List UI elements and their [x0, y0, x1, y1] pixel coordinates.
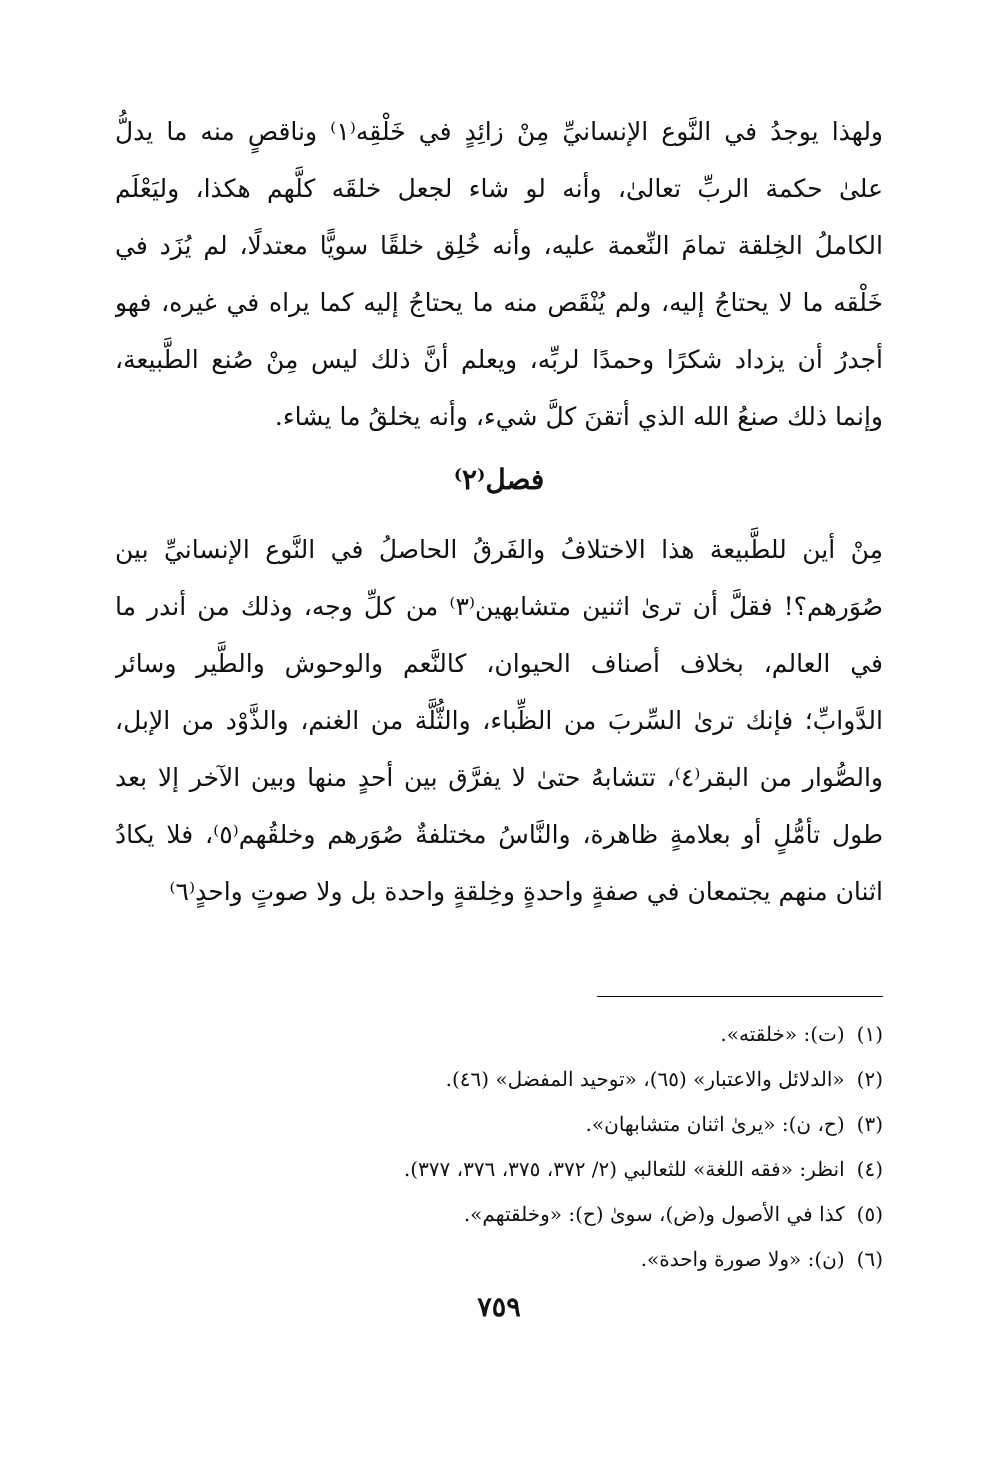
book-page — [115, 0, 883, 1459]
footnote-item — [115, 1057, 883, 1102]
text-line: الكاملُ الخِلقة تمامَ النِّعمة عليه، وأنه خُلِق خلقًا سويًّا معتدلًا، لم يُزَد في — [115, 231, 883, 260]
text-line: اثنان منهم يجتمعان في صفةٍ واحدةٍ وخِلقةٍ واحدة بل ولا صوتٍ واحدٍ⁽٦⁾ — [169, 877, 883, 906]
footnote-text: «الدلائل والاعتبار» (٦٥)، «توحيد المفضل» (٤٦). — [445, 1067, 845, 1091]
footnote-item — [115, 1237, 883, 1282]
text-line: والصُّوار من البقر⁽٤⁾، تتشابهُ حتىٰ لا يفرَّق بين أحدٍ منها وبين الآخر إلا بعد — [115, 763, 883, 792]
section-heading: فصل⁽٢⁾ — [453, 463, 545, 496]
footnote-number: (١) — [856, 1022, 883, 1046]
text-line: علىٰ حكمة الربِّ تعالىٰ، وأنه لو شاء لجعل خلقَه كلَّهم هكذا، وليَعْلَم — [115, 174, 883, 203]
footnote-item — [115, 1012, 883, 1057]
footnote-text: انظر: «فقه اللغة» للثعالبي (٢/ ٣٧٢، ٣٧٥، ٣٧٦، ٣٧٧). — [403, 1157, 845, 1181]
footnote-divider — [597, 996, 883, 997]
footnote-item — [115, 1192, 883, 1237]
text-line: في العالم، بخلاف أصناف الحيوان، كالنَّعم والوحوش والطَّير وسائر — [115, 649, 883, 678]
text-line: صُوَرهم؟! فقلَّ أن ترىٰ اثنين متشابهين⁽٣⁾ من كلِّ وجه، وذلك من أندر ما — [115, 592, 883, 621]
text-line: وإنما ذلك صنعُ الله الذي أتقنَ كلَّ شيء، وأنه يخلقُ ما يشاء. — [274, 402, 883, 431]
footnote-item — [115, 1147, 883, 1192]
text-line: خَلْقه ما لا يحتاجُ إليه، ولم يُنْقَص منه ما يحتاجُ إليه كما يراه في غيره، فهو — [115, 288, 883, 317]
footnote-number: (٤) — [856, 1157, 883, 1181]
footnote-number: (٥) — [856, 1202, 883, 1226]
footnote-text: كذا في الأصول و(ض)، سوىٰ (ح): «وخلقتهم». — [463, 1202, 845, 1226]
page-number: ٧٥٩ — [477, 1292, 521, 1323]
footnote-text: (ح، ن): «يرىٰ اثنان متشابهان». — [585, 1112, 845, 1136]
body-paragraph-1 — [115, 103, 883, 445]
footnote-text: (ن): «ولا صورة واحدة». — [640, 1247, 845, 1271]
body-paragraph-2 — [115, 521, 883, 920]
text-line: ولهذا يوجدُ في النَّوع الإنسانيِّ مِنْ زائِدٍ في خَلْقِه⁽١⁾ وناقصٍ منه ما يدلُّ — [115, 117, 883, 146]
footnote-number: (٦) — [856, 1247, 883, 1271]
text-line: طول تأمُّلٍ أو بعلامةٍ ظاهرة، والنَّاسُ مختلفةٌ صُوَرهم وخلقُهم⁽٥⁾، فلا يكادُ — [115, 820, 883, 849]
footnote-text: (ت): «خلقته». — [720, 1022, 845, 1046]
footnote-item — [115, 1102, 883, 1147]
text-line: أجدرُ أن يزداد شكرًا وحمدًا لربِّه، ويعلم أنَّ ذلك ليس مِنْ صُنع الطَّبيعة، — [115, 345, 883, 374]
footnote-number: (٢) — [856, 1067, 883, 1091]
footnotes-list — [115, 1012, 883, 1282]
text-line: الدَّوابِّ؛ فإنك ترىٰ السِّربَ من الظِّباء، والثُّلَّة من الغنم، والذَّوْد من الإبل، — [115, 706, 883, 735]
footnote-number: (٣) — [856, 1112, 883, 1136]
text-line: مِنْ أين للطَّبيعة هذا الاختلافُ والفَرقُ الحاصلُ في النَّوع الإنسانيِّ بين — [115, 535, 883, 564]
